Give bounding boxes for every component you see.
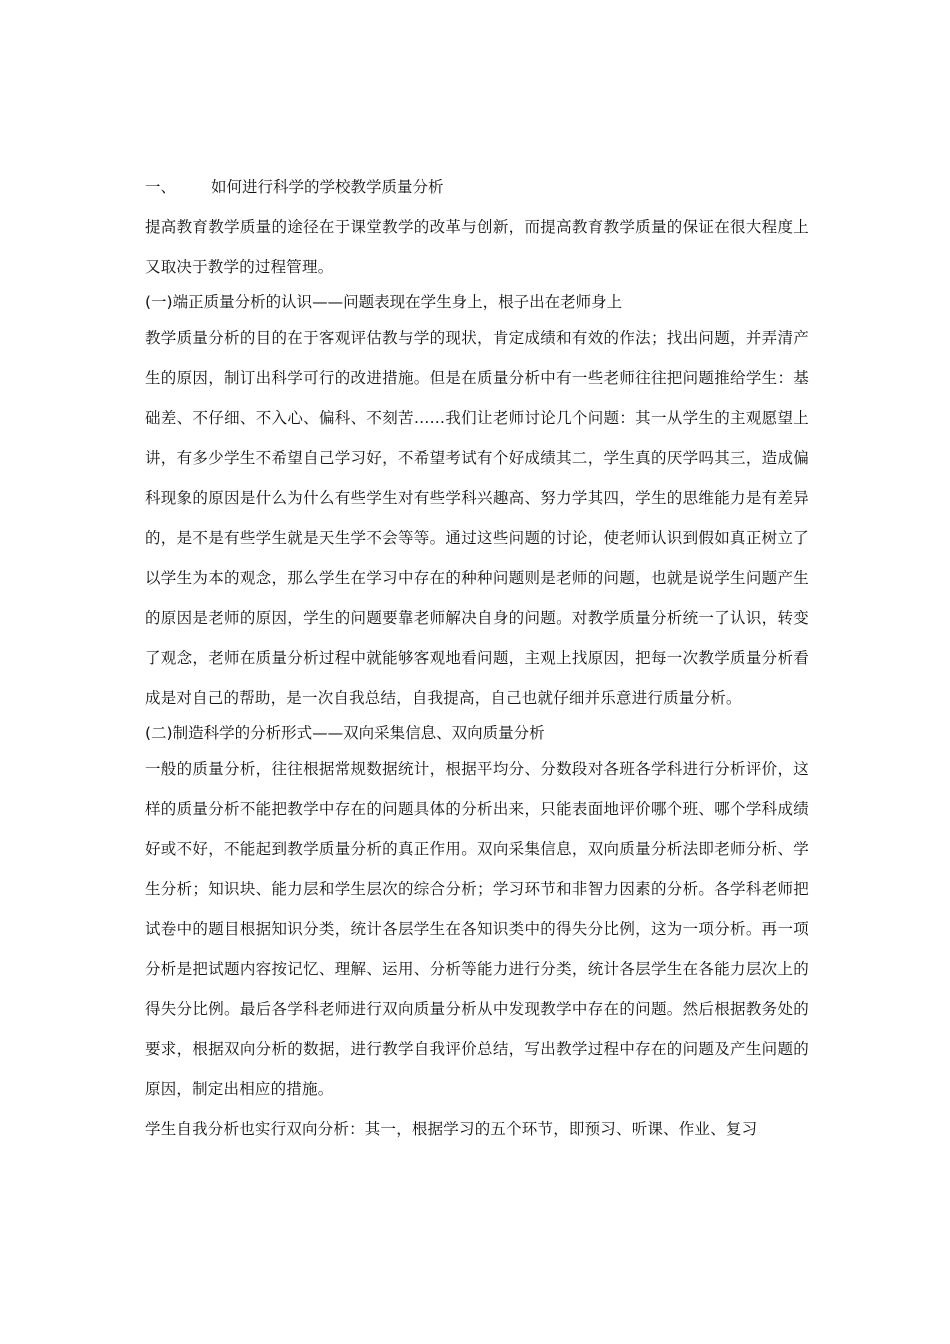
subsection-1-title: (一)端正质量分析的认识——问题表现在学生身上，根子出在老师身上	[145, 293, 623, 311]
section-heading	[145, 176, 809, 198]
intro-paragraph: 提高教育教学质量的途径在于课堂教学的改革与创新，而提高教育教学质量的保证在很大程度上又取决于教学的过程管理。	[145, 218, 809, 276]
subsection-2-title: (二)制造科学的分析形式——双向采集信息、双向质量分析	[145, 724, 545, 742]
document-content	[145, 176, 809, 1149]
heading-title: 如何进行科学的学校教学质量分析	[211, 178, 444, 196]
heading-number: 一、	[145, 178, 177, 196]
subsection-1-body: 教学质量分析的目的在于客观评估教与学的现状，肯定成绩和有效的作法；找出问题，并弄清产生的原因，制订出科学可行的改进措施。但是在质量分析中有一些老师往往把问题推给学生：基础差、不仔细、不入心、偏科、不刻苦……我们让老师讨论几个问题：其一从学生的主观愿望上讲，有多少学生不希望自己学习好，不希望考试有个好成绩其二，学生真的厌学吗其三，造成偏科现象的原因是什么为什么有些学生对有些学科兴趣高、努力学其四，学生的思维能力是有差异的，是不是有些学生就是天生学不会等等。通过这些问题的讨论，使老师认识到假如真正树立了以学生为本的观念，那么学生在学习中存在的种种问题则是老师的问题，也就是说学生问题产生的原因是老师的原因，学生的问题要靠老师解决自身的问题。对教学质量分析统一了认识，转变了观念，老师在质量分析过程中就能够客观地看问题，主观上找原因，把每一次教学质量分析看成是对自己的帮助，是一次自我总结，自我提高，自己也就仔细并乐意进行质量分析。	[145, 329, 809, 707]
continuation-paragraph: 学生自我分析也实行双向分析：其一，根据学习的五个环节，即预习、听课、作业、复习	[145, 1120, 758, 1138]
subsection-2-body: 一般的质量分析，往往根据常规数据统计，根据平均分、分数段对各班各学科进行分析评价，这样的质量分析不能把教学中存在的问题具体的分析出来，只能表面地评价哪个班、哪个学科成绩好或不好，不能起到教学质量分析的真正作用。双向采集信息，双向质量分析法即老师分析、学生分析；知识块、能力层和学生层次的综合分析；学习环节和非智力因素的分析。各学科老师把试卷中的题目根据知识分类，统计各层学生在各知识类中的得失分比例，这为一项分析。再一项分析是把试题内容按记忆、理解、运用、分析等能力进行分类，统计各层学生在各能力层次上的得失分比例。最后各学科老师进行双向质量分析从中发现教学中存在的问题。然后根据教务处的要求，根据双向分析的数据，进行教学自我评价总结，写出教学过程中存在的问题及产生问题的原因，制定出相应的措施。	[145, 760, 809, 1098]
